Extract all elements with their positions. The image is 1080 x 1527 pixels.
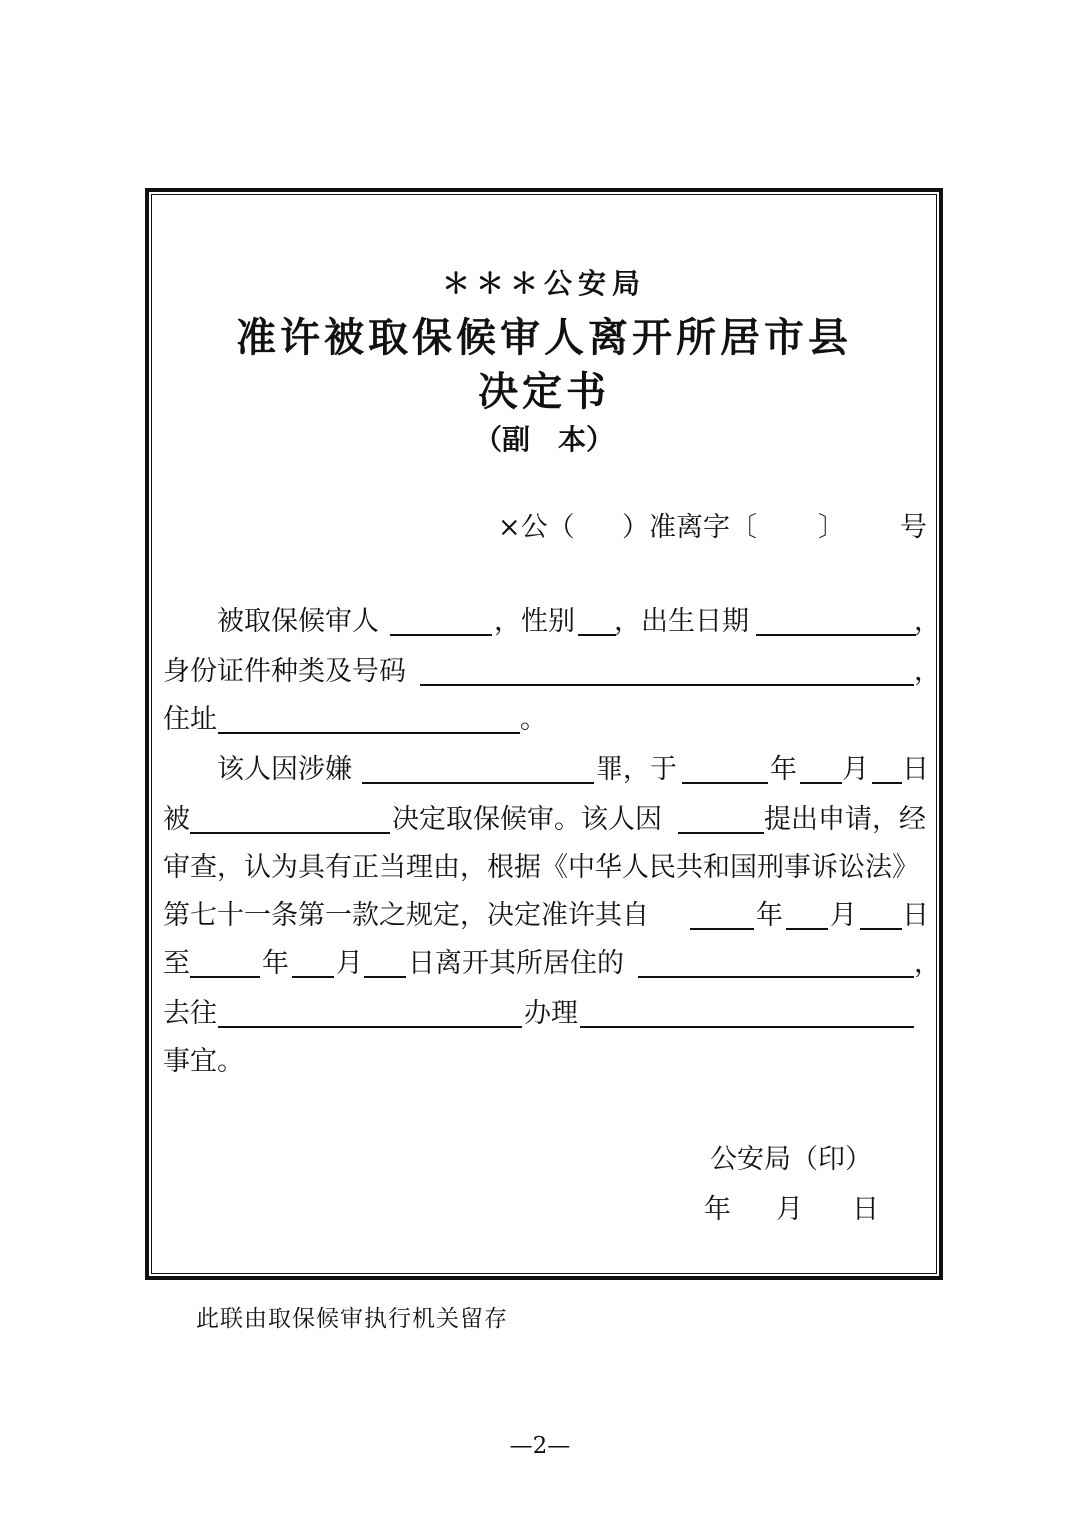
blank-id-number[interactable]	[420, 684, 914, 686]
label-until: 至	[163, 948, 190, 979]
label-suspected: 该人因涉嫌	[217, 754, 352, 785]
label-day: 日	[902, 900, 929, 931]
label-birthdate: ，出生日期	[614, 606, 749, 637]
label-id: 身份证件种类及号码	[163, 656, 406, 687]
body-line-review: 审查，认为具有正当理由，根据《中华人民共和国刑事诉讼法》	[163, 852, 919, 883]
blank-end-month[interactable]	[292, 976, 334, 978]
label-defendant: 被取保候审人	[217, 606, 379, 637]
label-year: 年	[262, 948, 289, 979]
blank-residence[interactable]	[638, 976, 914, 978]
blank-birthdate[interactable]	[756, 634, 916, 636]
blank-end-year[interactable]	[190, 976, 260, 978]
retention-note: 此联由取保候审执行机关留存	[196, 1306, 508, 1332]
doc-number-prefix: ×公（	[498, 512, 575, 543]
label-matters: 事宜。	[163, 1046, 244, 1077]
label-legal-basis: 第七十一条第一款之规定，决定准许其自	[163, 900, 649, 931]
blank-gender[interactable]	[578, 634, 616, 636]
label-leave-residence: 日离开其所居住的	[408, 948, 624, 979]
blank-end-day[interactable]	[364, 976, 406, 978]
sign-day: 日	[852, 1194, 879, 1225]
blank-address[interactable]	[218, 732, 520, 734]
blank-crime[interactable]	[362, 782, 594, 784]
label-year: 年	[770, 754, 797, 785]
blank-destination[interactable]	[218, 1026, 522, 1028]
label-address: 住址	[163, 704, 217, 735]
label-gender: ，性别	[494, 606, 575, 637]
sign-year: 年	[704, 1194, 731, 1225]
label-handle: 办理	[524, 998, 578, 1029]
label-decision: 决定取保候审。该人因	[392, 804, 662, 835]
blank-start-day[interactable]	[860, 928, 902, 930]
issuing-agency: ＊＊＊公安局	[441, 267, 646, 300]
punct: ，	[914, 656, 941, 687]
page-number: —2—	[509, 1433, 571, 1459]
document-title-line2: 决定书	[478, 368, 610, 415]
label-month: 月	[842, 754, 869, 785]
blank-deciding-authority[interactable]	[190, 832, 390, 834]
blank-start-year[interactable]	[690, 928, 754, 930]
sign-month: 月	[776, 1194, 803, 1225]
label-by: 被	[163, 804, 190, 835]
blank-matter[interactable]	[580, 1026, 914, 1028]
doc-number-suffix: 号	[900, 512, 927, 543]
label-crime-date: 罪，于	[596, 754, 677, 785]
blank-reason[interactable]	[678, 832, 764, 834]
label-month: 月	[336, 948, 363, 979]
punct: ，	[914, 606, 941, 637]
blank-start-month[interactable]	[786, 928, 828, 930]
doc-number-mid: ）准离字〔	[622, 512, 757, 543]
blank-name[interactable]	[390, 634, 492, 636]
label-month: 月	[830, 900, 857, 931]
blank-month[interactable]	[800, 782, 842, 784]
doc-number-close: 〕	[818, 512, 845, 543]
document-title: 准许被取保候审人离开所居市县	[236, 314, 852, 361]
label-destination: 去往	[163, 998, 217, 1029]
punct: ，	[914, 948, 941, 979]
punct: 。	[520, 704, 547, 735]
blank-day[interactable]	[872, 782, 902, 784]
seal-label: 公安局（印）	[710, 1144, 872, 1175]
label-year: 年	[756, 900, 783, 931]
copy-label: （副 本）	[473, 423, 614, 456]
label-day: 日	[902, 754, 929, 785]
blank-year[interactable]	[682, 782, 768, 784]
label-application: 提出申请，经	[764, 804, 926, 835]
